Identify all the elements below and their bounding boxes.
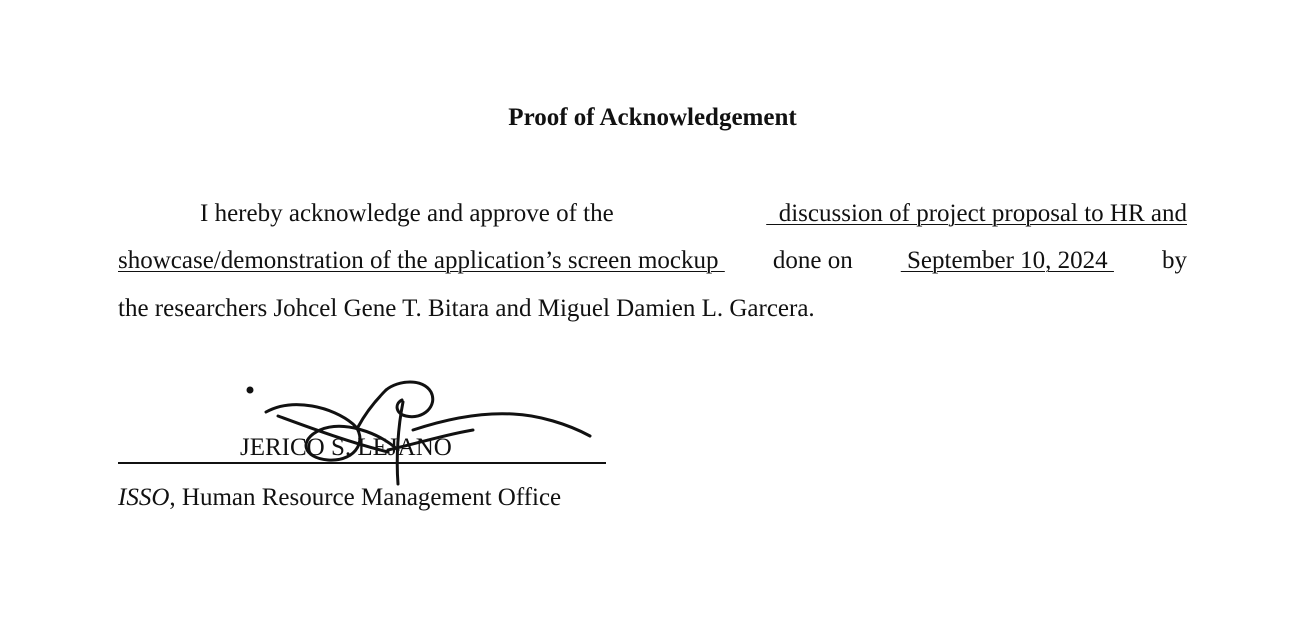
signatory-position (118, 482, 561, 514)
signature-block (118, 372, 606, 464)
body-line-1 (118, 198, 1187, 230)
body-line-3 (118, 293, 1187, 325)
date-text: September 10, 2024 (900, 247, 1114, 274)
handwritten-signature (238, 372, 608, 490)
closing-text: the researchers Johcel Gene T. Bitara and Miguel Damien L. Garcera. (118, 295, 815, 322)
body-line-2 (118, 245, 1187, 277)
document-title: Proof of Acknowledgement (508, 104, 797, 131)
signatory-office: , Human Resource Management Office (169, 484, 562, 511)
done-on-text: done on (772, 247, 853, 274)
signatory-role: ISSO (118, 484, 170, 511)
by-text: by (1162, 247, 1187, 274)
activity-text-part1: discussion of project proposal to HR and (766, 200, 1187, 227)
signatory-name: JERICO S. LEJANO (240, 434, 452, 461)
activity-text-part2: showcase/demonstration of the application’s screen mockup (118, 247, 725, 274)
intro-text: I hereby acknowledge and approve of the (200, 200, 614, 227)
